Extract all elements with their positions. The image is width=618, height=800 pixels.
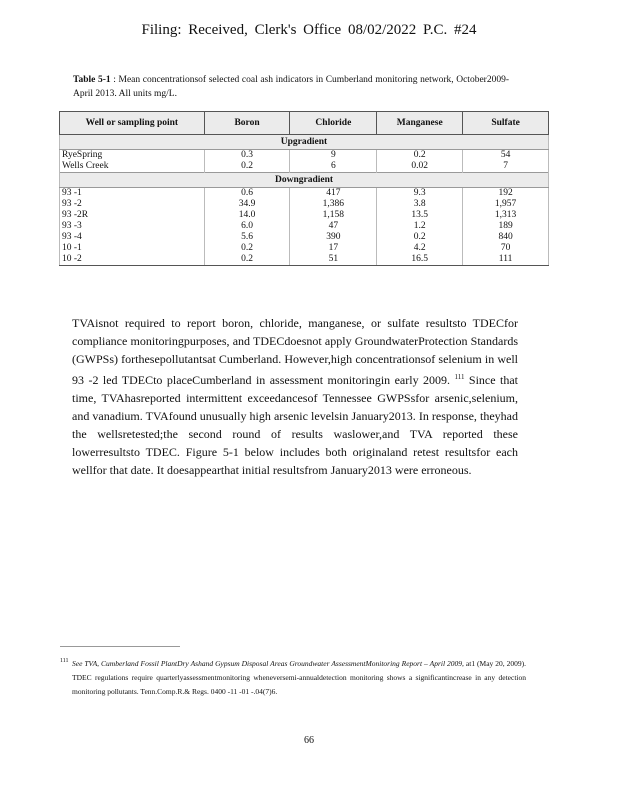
- cell-boron: 34.9: [204, 199, 290, 210]
- cell-chloride: 17: [290, 243, 377, 254]
- table-row: [60, 188, 549, 200]
- cell-manganese: 4.2: [377, 243, 463, 254]
- footnote-rest: , at1 (May 20, 2009). TDEC regulations require quarterlyassessmentmonitoring wheneversemi-annualdetection monitoring shows a significantincrease in any detection monitoring pollutants. Tenn.Comp.R.& Regs. 0400 -11 -01 -.04(7)6.: [72, 659, 527, 696]
- header-chloride: Chloride: [290, 112, 377, 135]
- cell-manganese: 16.5: [377, 254, 463, 266]
- cell-well: 10 -1: [60, 243, 205, 254]
- cell-well: 93 -2: [60, 199, 205, 210]
- table-row: [60, 232, 549, 243]
- table-row: [60, 254, 549, 266]
- cell-chloride: 9: [290, 150, 377, 162]
- footnote-divider: [60, 646, 180, 647]
- table-row: [60, 161, 549, 173]
- section-row-upgradient: [60, 135, 549, 150]
- cell-sulfate: 189: [463, 221, 549, 232]
- table-row: [60, 221, 549, 232]
- footnote-report-title: Cumberland Fossil PlantDry Ashand Gypsum Disposal Areas Groundwater AssessmentMonitoring Report – April 2009: [101, 659, 463, 668]
- cell-boron: 0.2: [204, 243, 290, 254]
- cell-chloride: 417: [290, 188, 377, 200]
- header-well: Well or sampling point: [60, 112, 205, 135]
- cell-sulfate: 7: [463, 161, 549, 173]
- table-row: [60, 243, 549, 254]
- header-boron: Boron: [204, 112, 290, 135]
- section-row-downgradient: [60, 173, 549, 188]
- cell-sulfate: 192: [463, 188, 549, 200]
- cell-well: 93 -4: [60, 232, 205, 243]
- table-caption-label: Table 5-1: [73, 75, 111, 85]
- cell-sulfate: 1,957: [463, 199, 549, 210]
- cell-boron: 0.3: [204, 150, 290, 162]
- cell-boron: 14.0: [204, 210, 290, 221]
- cell-sulfate: 840: [463, 232, 549, 243]
- cell-manganese: 13.5: [377, 210, 463, 221]
- cell-sulfate: 1,313: [463, 210, 549, 221]
- footnote-body: [72, 657, 526, 699]
- cell-well: 10 -2: [60, 254, 205, 266]
- footnote-mark: 111: [60, 658, 69, 664]
- body-paragraph: [72, 314, 518, 479]
- cell-boron: 0.2: [204, 161, 290, 173]
- section-title: Upgradient: [60, 135, 549, 150]
- cell-manganese: 9.3: [377, 188, 463, 200]
- cell-chloride: 1,386: [290, 199, 377, 210]
- cell-chloride: 51: [290, 254, 377, 266]
- cell-boron: 0.2: [204, 254, 290, 266]
- cell-sulfate: 70: [463, 243, 549, 254]
- table-row: [60, 150, 549, 162]
- footnote: [60, 657, 526, 699]
- cell-well: Wells Creek: [60, 161, 205, 173]
- coal-ash-indicators-table: [59, 111, 549, 266]
- cell-sulfate: 111: [463, 254, 549, 266]
- header-manganese: Manganese: [377, 112, 463, 135]
- cell-manganese: 1.2: [377, 221, 463, 232]
- filing-header: Filing: Received, Clerk's Office 08/02/2022 P.C. #24: [141, 22, 477, 38]
- table-row: [60, 210, 549, 221]
- table-caption-text: : Mean concentrationsof selected coal ash indicators in Cumberland monitoring network, October2009-April 2013. All units mg/L.: [73, 75, 509, 99]
- cell-manganese: 0.2: [377, 232, 463, 243]
- cell-well: 93 -2R: [60, 210, 205, 221]
- cell-chloride: 47: [290, 221, 377, 232]
- footnote-reference[interactable]: 111: [454, 373, 465, 381]
- cell-well: 93 -3: [60, 221, 205, 232]
- cell-manganese: 3.8: [377, 199, 463, 210]
- table-header-row: [60, 112, 549, 135]
- section-title: Downgradient: [60, 173, 549, 188]
- cell-chloride: 1,158: [290, 210, 377, 221]
- cell-well: RyeSpring: [60, 150, 205, 162]
- cell-manganese: 0.02: [377, 161, 463, 173]
- footnote-see: See TVA,: [72, 659, 100, 668]
- cell-chloride: 390: [290, 232, 377, 243]
- cell-boron: 6.0: [204, 221, 290, 232]
- cell-manganese: 0.2: [377, 150, 463, 162]
- table-caption: [73, 73, 509, 101]
- body-text-part1: TVAisnot required to report boron, chloride, manganese, or sulfate resultsto TDECfor compliance monitoringpurposes, and TDECdoesnot apply GroundwaterProtection Standards (GWPSs) forthesepollutantsat Cumberland. However,high concentrationsof selenium in well 93 -2 led TDECto placeCumberland in assessment monitoringin early 2009.: [72, 316, 518, 387]
- page-number: 66: [304, 735, 314, 746]
- body-text-part2: Since that time, TVAhasreported intermittent exceedancesof Tennessee GWPSsfor arsenic,selenium, and vanadium. TVAfound unusually high arsenic levelsin January2013. In response, theyhad the wellsretested;the second round of results waslower,and TVA reported these lowerresultsto TDEC. Figure 5-1 below includes both originaland retest resultsfor each wellfor that date. It doesappearthat initial resultsfrom January2013 were erroneous.: [72, 373, 519, 477]
- cell-chloride: 6: [290, 161, 377, 173]
- cell-sulfate: 54: [463, 150, 549, 162]
- table-row: [60, 199, 549, 210]
- cell-boron: 5.6: [204, 232, 290, 243]
- cell-well: 93 -1: [60, 188, 205, 200]
- header-sulfate: Sulfate: [463, 112, 549, 135]
- cell-boron: 0.6: [204, 188, 290, 200]
